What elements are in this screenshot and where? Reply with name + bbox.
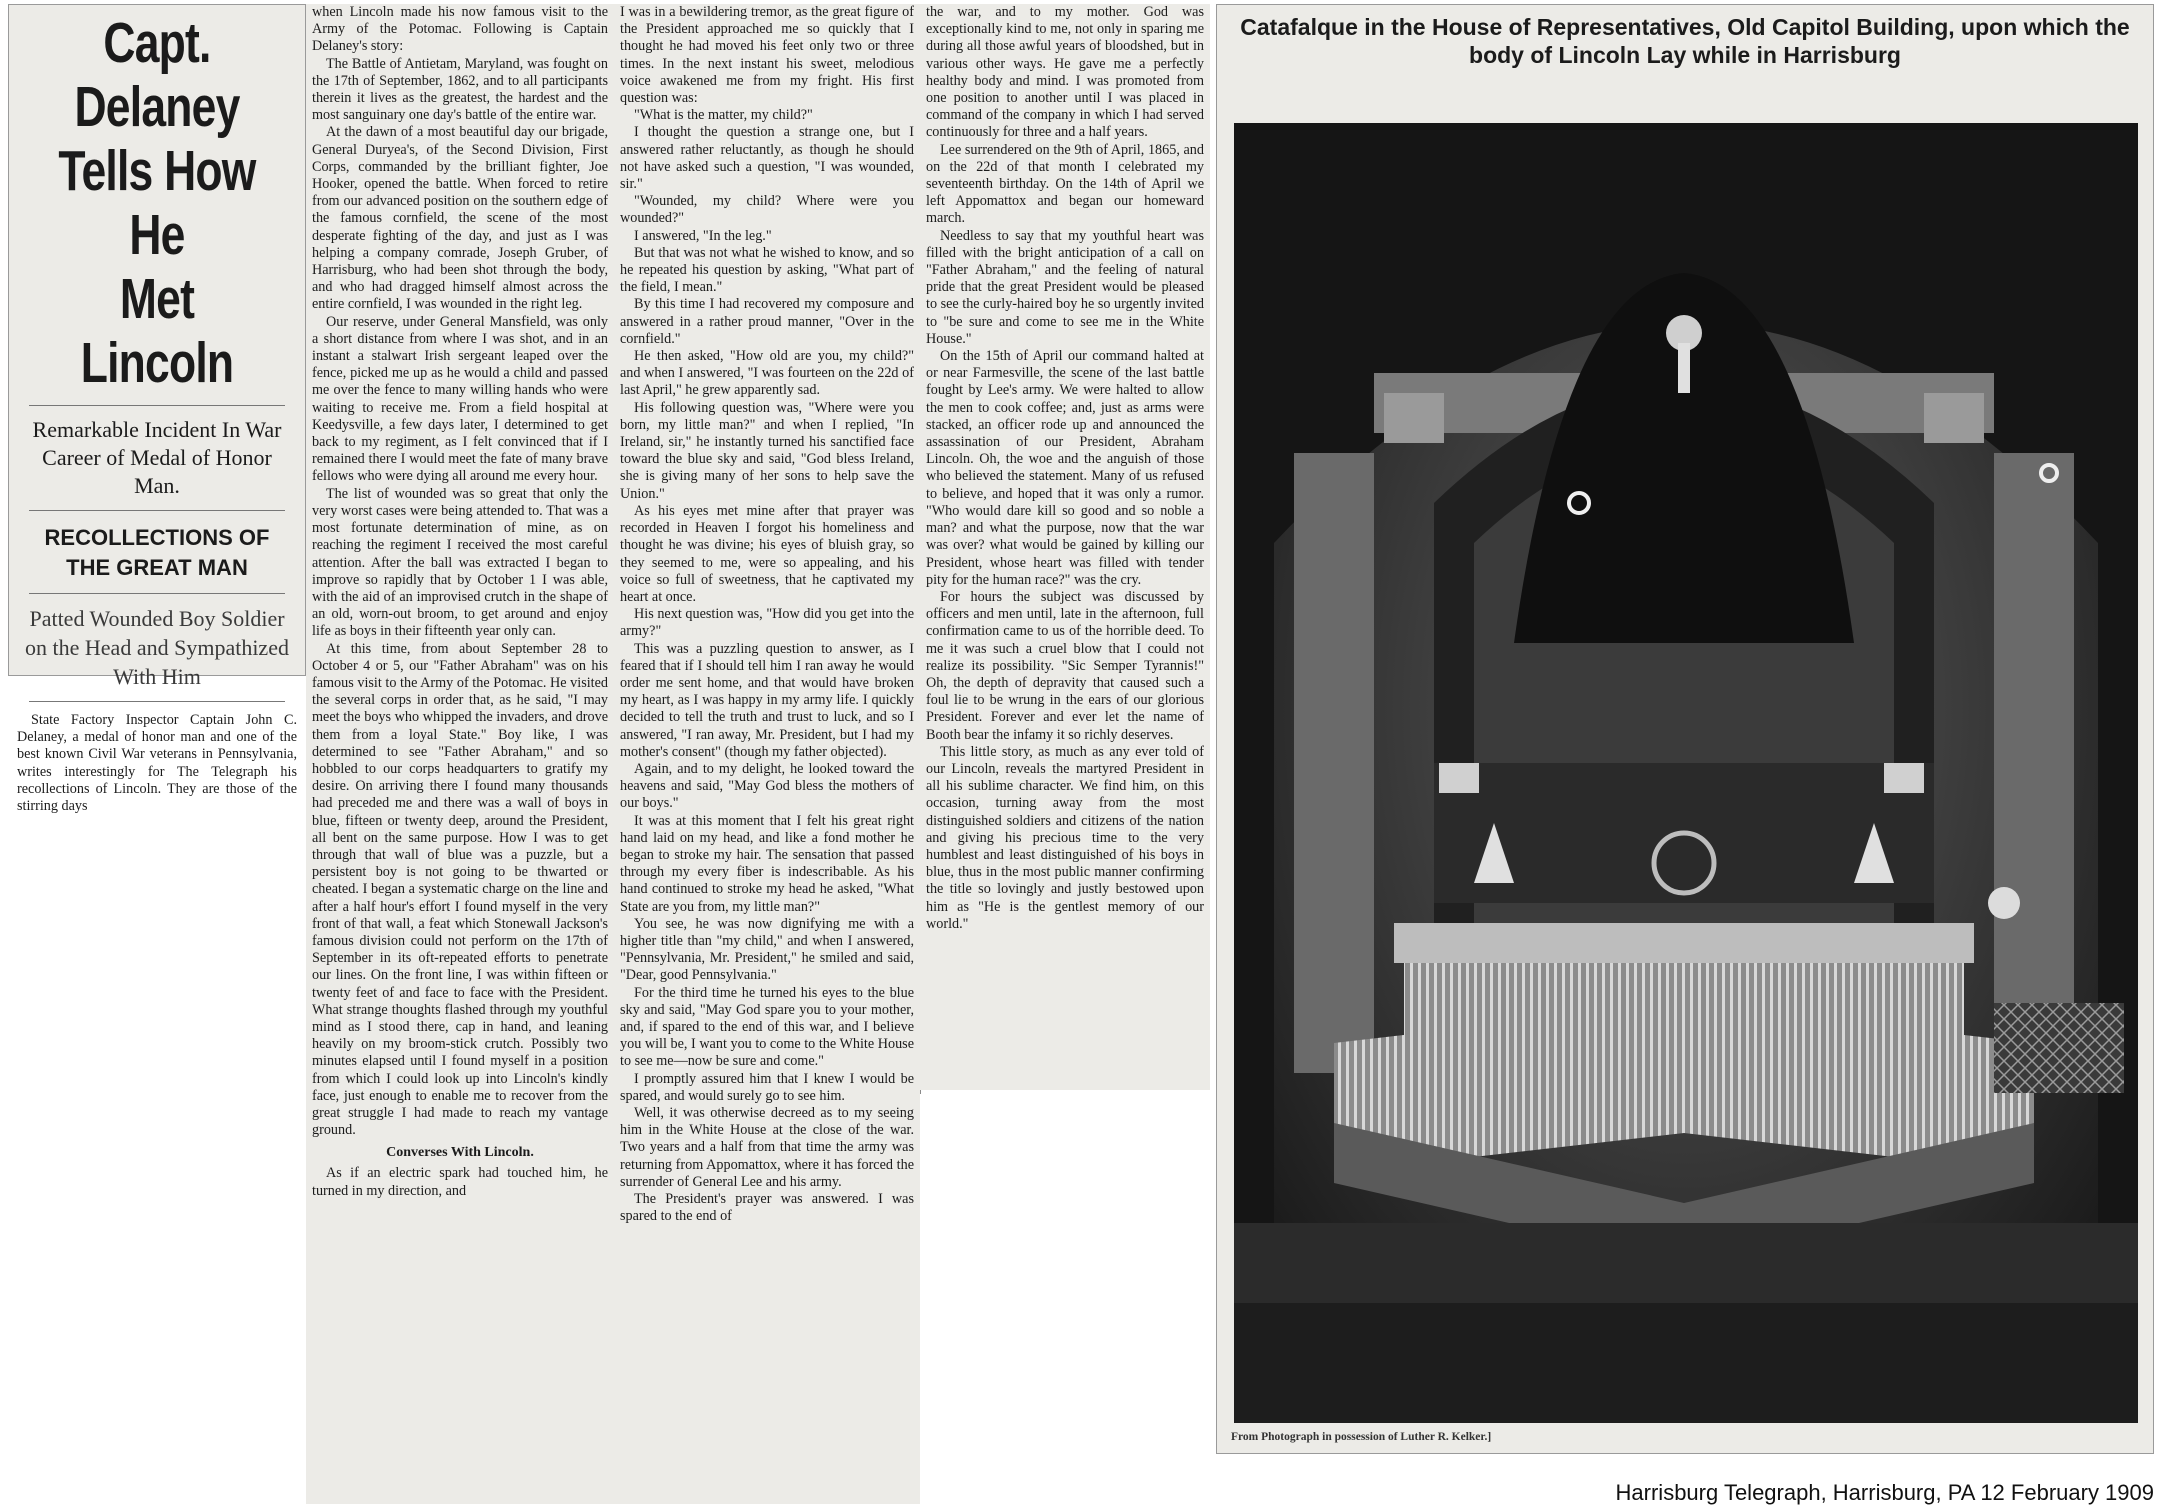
article-paragraph: His next question was, "How did you get into the army?" xyxy=(620,606,914,640)
intro-paragraph: State Factory Inspector Captain John C. Delaney, a medal of honor man and one of the best known Civil War veterans in Pennsylvania, writes interestingly for The Telegraph his recollections of Lincoln. They are those of the stirring days xyxy=(17,712,297,815)
article-paragraph: But that was not what he wished to know, and so he repeated his question by asking, "What part of the field, I mean." xyxy=(620,244,914,296)
article-paragraph: when Lincoln made his now famous visit to the Army of the Potomac. Following is Captain Delaney's story: xyxy=(312,4,608,55)
article-paragraph: He then asked, "How old are you, my child?" and when I answered, "I was fourteen on the 22d of last April," he grew apparently sad. xyxy=(620,348,914,399)
article-paragraph: As his eyes met mine after that prayer was recorded in Heaven I forgot his homeliness and thought he was divine; his eyes of bluish gray, so they seemed to me, were so appealing, and his voice so full of sweetness, that he captivated my heart at once. xyxy=(620,502,914,605)
article-paragraph: "What is the matter, my child?" xyxy=(634,107,813,124)
article-paragraph: Well, it was otherwise decreed as to my seeing him in the White House at the close of the war. Two years and a half from that time the army was returning from Appomattox, where it has forced the surrender of General Lee and his army. xyxy=(620,1105,914,1190)
source-caption: Harrisburg Telegraph, Harrisburg, PA 12 February 1909 xyxy=(1615,1480,2154,1505)
article-column-3 xyxy=(920,4,1210,1090)
article-paragraph: Our reserve, under General Mansfield, was only a short distance from where I was shot, and in an instant a stalwart Irish sergeant leaped over the fence, picked me up as he would a child and passed me over the fence to many willing hands who were waiting to receive me. From a field hospital at Keedysville, a few days later, I determined to get back to my regiment, as I felt convinced that if I remained there I would meet the fate of many brave fellows who were dying all around me every hour. xyxy=(312,313,608,485)
divider xyxy=(29,405,285,406)
article-paragraph: His following question was, "Where were you born, my little man?" and when I replied, "In Ireland, sir," he instantly turned his sanctified face toward the blue sky and said, "God bless Ireland, she is giving many of her sons to help save the Union." xyxy=(620,399,914,502)
column-2-body xyxy=(620,4,914,1225)
subhead-line-2: THE GREAT MAN xyxy=(66,555,248,580)
column-1-body xyxy=(312,4,608,1139)
catafalque-photo-image xyxy=(1234,123,2138,1423)
intro-text xyxy=(17,712,297,815)
article-paragraph: For hours the subject was discussed by officers and men until, late in the afternoon, full confirmation came to us of the horrible deed. To me it was such a cruel blow that I could not realize its possibility. "Sic Semper Tyrannis!" Oh, the depth of depravity that caused such a foul lie to be wrung in the ears of our glorious President. Forever and ever let the name of Booth bear the infamy it so richly deserves. xyxy=(926,588,1204,743)
divider xyxy=(29,510,285,511)
headline-line-1: Capt. Delaney xyxy=(74,11,240,139)
article-paragraph: By this time I had recovered my composure and answered in a rather proud manner, "Over in the cornfield." xyxy=(620,296,914,347)
article-paragraph: I answered, "In the leg." xyxy=(634,227,772,244)
article-paragraph: At the dawn of a most beautiful day our brigade, General Duryea's, of the Second Division, First Corps, commanded by the brilliant fighter, Joe Hooker, opened the battle. When forced to retire from our advanced position on the southern edge of the famous cornfield, the scene of the most desperate fighting of the day, and just as I was helping a company comrade, Joseph Gruber, of Harrisburg, who had been shot through the body, and who had dragged himself almost across the entire cornfield, I was wounded in the right leg. xyxy=(312,124,608,313)
article-column-2 xyxy=(614,4,920,1504)
article-paragraph: For the third time he turned his eyes to the blue sky and said, "May God spare you to your mother, and, if spared to the end of this war, and I believe you will be, I want you to come to the White House to see me—now be sure and come." xyxy=(620,984,914,1070)
article-paragraph: The list of wounded was so great that only the very worst cases were being attended to. That was a most fortunate determination of mine, as on reaching the regiment I received the most careful attention. After the ball was extracted I began to improve so rapidly that by October 1 I was able, with the aid of an improvised crutch in the shape of an old, worn-out broom, to get around and enjoy life as boys in their fifteenth year only can. xyxy=(312,485,608,640)
article-paragraph: Again, and to my delight, he looked toward the heavens and said, "May God bless the mothers of our boys." xyxy=(620,760,914,812)
column-3-body xyxy=(926,4,1204,933)
article-paragraph: On the 15th of April our command halted at or near Farmesville, the scene of the last battle fought by Lee's army. We were halted to allow the men to cook coffee; and, just as arms were stacked, an officer rode up and announced the assassination of our President, Abraham Lincoln. Oh, the woe and the anguish of those who believed the statement. Many of us refused to believe, and hoped that it was only a rumor. "Who would dare kill so good and so noble a man? and what the purpose, now that the war was over? what would be gained by killing our President, whose heart was filled with tender pity for the human race?" was the cry. xyxy=(926,348,1204,588)
article-paragraph: I was in a bewildering tremor, as the great figure of the President approached me so quickly that I thought he had moved his feet only two or three times. In the next instant his sweet, melodious voice awakened me from my fright. His first question was: xyxy=(620,4,914,107)
subhead-line-1: RECOLLECTIONS OF xyxy=(44,525,270,550)
photo-panel xyxy=(1216,4,2154,1454)
article-paragraph: You see, he was now dignifying me with a higher title than "my child," and when I answered, "Pennsylvania, Mr. President," he smiled and said, "Dear, good Pennsylvania." xyxy=(620,915,914,984)
article-paragraph: At this time, from about September 28 to October 4 or 5, our "Father Abraham" was on his famous visit to the Army of the Potomac. He visited the several corps in order that, as he said, "I may meet the boys who whipped the invaders, and drove them from a loyal State." Boy like, I was determined to see "Father Abraham," and so hobbled to our corps headquarters to gratify my desire. On arriving there I found many thousands had preceded me and there was a wall of boys in blue, fifteen or twenty deep, around the President, all bent on the same purpose. How I was to get through that wall of blue was a puzzle, but a persistent boy is not going to be thwarted or cheated. I began a systematic charge on the line and after a half hour's effort I found myself in the very front of that wall, a feat which Stonewall Jackson's famous division could not perform on the 17th of September in its oft-repeated efforts to penetrate our lines. On the front line, I was within fifteen or twenty feet of and face to face with the President. What strange thoughts flashed through my youthful mind as I stood there, cap in hand, and leaning heavily on my broom-stick crutch. Possibly two minutes elapsed until I found myself in a position from which I could look up into Lincoln's kindly face, just enough to enable me to recover from the great struggle I had made to reach my vantage ground. xyxy=(312,640,608,1139)
headline-column xyxy=(8,4,306,815)
article-paragraph: The Battle of Antietam, Maryland, was fought on the 17th of September, 1862, and to all participants therein it lives as the greatest, the hardest and the most sanguinary one day's battle of the entire war. xyxy=(312,55,608,124)
article-column-1 xyxy=(306,4,614,1504)
photo-title: Catafalque in the House of Representatives, Old Capitol Building, upon which the body of Lincoln Lay while in Harrisburg xyxy=(1240,14,2130,68)
photo-credit: From Photograph in possession of Luther R. Kelker.] xyxy=(1231,1431,1492,1443)
column-1-tail: As if an electric spark had touched him, he turned in my direction, and xyxy=(312,1165,608,1199)
headline-line-2: Tells How He xyxy=(58,139,256,267)
divider xyxy=(29,701,285,702)
deck-secondary: Patted Wounded Boy Soldier on the Head and Sympathized With Him xyxy=(25,606,289,689)
divider xyxy=(29,593,285,594)
article-paragraph: Needless to say that my youthful heart was filled with the bright anticipation of a call on "Father Abraham," and the feeling of natural pride that the great President would be pleased to see the curly-haired boy he so urgently invited to "be sure and come to see me in the White House." xyxy=(926,227,1204,347)
crosshead: Converses With Lincoln. xyxy=(386,1145,534,1161)
article-paragraph: Lee surrendered on the 9th of April, 1865, and on the 22d of that month I celebrated my seventeenth birthday. On the 14th of April we left Appomattox and began our homeward march. xyxy=(926,141,1204,227)
article-paragraph: It was at this moment that I felt his great right hand laid on my head, and like a fond mother he began to stroke my hair. The sensation that passed through my every fiber is indescribable. As his hand continued to stroke my head he asked, "What State are you from, my little man?" xyxy=(620,812,914,915)
headline-line-3: Met Lincoln xyxy=(80,267,234,395)
article-paragraph: the war, and to my mother. God was exceptionally kind to me, not only in sparing me during all those awful years of bloodshed, but in various other ways. He gave me a perfectly healthy body and mind. I was promoted from one position to another until I was placed in command of the company in which I had served continuously for three and a half years. xyxy=(926,4,1204,141)
catafalque-photo xyxy=(1234,123,2138,1423)
deck: Remarkable Incident In War Career of Medal of Honor Man. xyxy=(32,417,282,498)
article-paragraph: "Wounded, my child? Where were you wounded?" xyxy=(620,193,914,227)
article-paragraph: The President's prayer was answered. I was spared to the end of xyxy=(620,1191,914,1225)
article-paragraph: I promptly assured him that I knew I would be spared, and would surely go to see him. xyxy=(620,1070,914,1104)
article-paragraph: This little story, as much as any ever told of our Lincoln, reveals the martyred President in all his sublime character. We find him, on this occasion, turning away from the most distinguished soldiers and citizens of the nation and giving his precious time to the very humblest and least distinguished of his boys in blue, thus in the most public manner confirming the title so lovingly and justly bestowed upon him as "He is the gentlest memory of our world." xyxy=(926,743,1204,932)
article-paragraph: This was a puzzling question to answer, as I feared that if I should tell him I ran away he would order me sent home, and that would have broken my heart, as I was happy in my army life. I quickly decided to tell the truth and trust to luck, and so I answered, "I ran away, Mr. President, but I had my mother's consent" (though my father objected). xyxy=(620,640,914,760)
article-paragraph: I thought the question a strange one, but I answered rather reluctantly, as though he should not have asked such a question, "I was wounded, sir." xyxy=(620,124,914,193)
